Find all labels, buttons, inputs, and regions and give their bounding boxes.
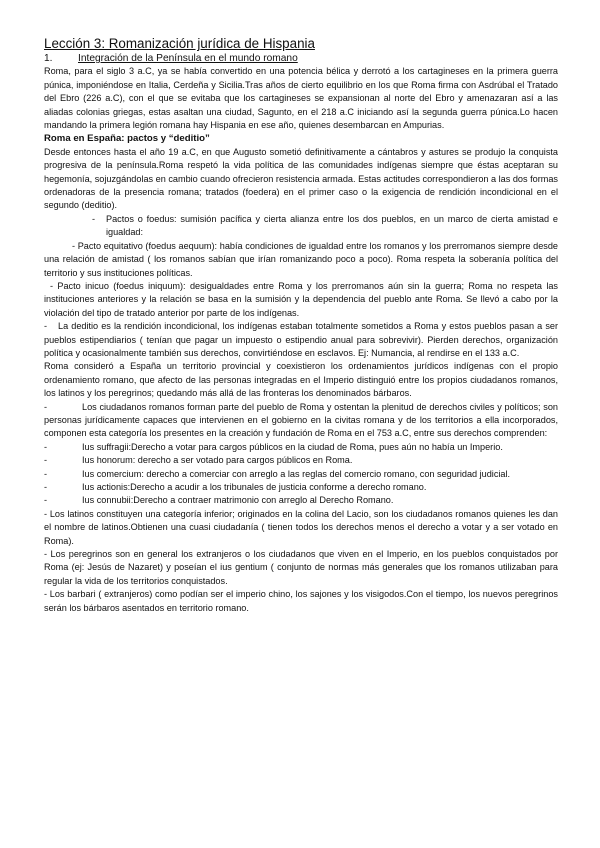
- list-item-text: Ius suffragii:Derecho a votar para cargos públicos en la ciudad de Roma, pues aún no había un Imperio.: [82, 441, 503, 452]
- page-title: Lección 3: Romanización jurídica de Hispania: [44, 36, 315, 51]
- bold-heading: Roma en España: pactos y “deditio”: [44, 133, 210, 145]
- list-item-barbari: - Los barbari ( extranjeros) como podían ser el imperio chino, los sajones y los visigodos.Con el tiempo, los nuevos peregrinos serán los bárbaros asentados en territorio romano.: [44, 589, 558, 613]
- list-item-peregrinos: - Los peregrinos son en general los extranjeros o los ciudadanos que viven en el Imperio, en los pueblos conquistados por Roma (ej: Jesús de Nazaret) y poseían el ius gentium ( conjunto de normas más generales que los romanos utilizaban para regular la vida de los territorios conquistados.: [44, 549, 558, 586]
- list-item-text: Ius actionis:Derecho a acudir a los tribunales de justicia conforme a derecho romano.: [82, 482, 427, 492]
- list-item-actionis: [44, 481, 558, 494]
- list-item-commercium: [44, 468, 558, 481]
- list-dash: -: [44, 455, 48, 466]
- list-item-suffragii: [44, 441, 558, 454]
- list-dash: -: [44, 401, 48, 412]
- list-item-text: Ius connubii:Derecho a contraer matrimonio con arreglo al Derecho Romano.: [82, 495, 394, 506]
- paragraph-conquest: Desde entonces hasta el año 19 a.C, en que Augusto sometió definitivamente a cántabros y astures se produjo la conquista progresiva de la península.Roma respetó la vida política de las comunidades indígenas siempre que éstas aceptaran su hegemonía, sojuzgándolas en cambio cuando ofrecieron resistencia armada. Estas actitudes correspondieron a las dos formas ordenadoras de la presencia romana; tratados (foedera) en el primer caso o la exigencia de rendición incondicional en el segundo (deditio).: [44, 146, 558, 211]
- section-number: 1.: [44, 53, 53, 64]
- list-item-text: Ius honorum: derecho a ser votado para cargos públicos en Roma.: [82, 455, 353, 466]
- paragraph-provincial: Roma consideró a España un territorio provincial y coexistieron los ordenamientos jurídicos indígenas con el propio ordenamiento romano, que afecto de las personas integradas en el Imperio distinguió entre los propios ciudadanos romanos, los latinos y los peregrinos; quedando más allá de las fronteras los denominados bárbaros.: [44, 361, 558, 399]
- list-item-latinos: - Los latinos constituyen una categoría inferior; originados en la colina del Lacio, son los ciudadanos romanos quienes les dan el nombre de latinos.Obtienen una cuasi ciudadanía ( tienen todos los derechos menos el derecho a votar y a ser votado en Roma).: [44, 508, 558, 546]
- list-dash: -: [44, 482, 48, 492]
- list-item-text: Los ciudadanos romanos forman parte del pueblo de Roma y ostentan la plenitud de derechos civiles y políticos; son personas jurídicamente capaces que intervienen en el gobierno en la civitas romana y de los territorios a ella incorporados, componen esta categoría los presentes en la creación y fundación de Roma en el 753 a.C, entre sus derechos comprenden:: [44, 401, 558, 439]
- document-page: [44, 36, 558, 615]
- list-dash: -: [92, 213, 96, 224]
- list-dash: -: [44, 441, 48, 452]
- list-item-honorum: [44, 454, 558, 467]
- list-item-deditio: [44, 320, 558, 360]
- list-item-iniquum: - Pacto inicuo (foedus iniquum): desigualdades entre Roma y los prerromanos aún sin la guerra; Roma no respeta las instituciones anteriores y la relación se basa en la sumisión y la dependencia del pueblo ante Roma. Se llevó a cabo por la violación del tipo de tratado anterior por parte de los indígenas.: [44, 280, 558, 318]
- list-dash: -: [44, 468, 48, 479]
- list-item-text: La deditio es la rendición incondicional, los indígenas estaban totalmente sometidos a Roma y estos pueblos pasan a ser pueblos estipendiarios ( tenían que pagar un impuesto o estipendio anual para sobrevivir). Pierden derechos, organización política y ocasionalmente también sus derechos, convirtiéndose en esclavos. Ej: Numancia, al rendirse en el 133 a.C.: [44, 321, 558, 358]
- paragraph-intro: Roma, para el siglo 3 a.C, ya se había convertido en una potencia bélica y derrotó a los cartagineses en la primera guerra púnica, imponiéndose en Italia, Cerdeña y Sicilia.Tras años de cierto equilibrio en los que Roma firma con Asdrúbal el Tratado del Ebro (226 a.C), con el que se evitaba que los cartagineses se expansionan al norte del Ebro y amenazaran así a las aliadas colonias griegas, estas asaltan una ciudad, Sagunto, en el 218 a.C iniciando así la segunda guerra púnica.Lo hacen mandando la primera legión romana hay Hispania en ese año, quienes desembarcan en Ampurias.: [44, 66, 558, 131]
- section-title: Integración de la Península en el mundo romano: [78, 53, 298, 64]
- list-dash: -: [44, 495, 48, 506]
- list-item-aequum: - Pacto equitativo (foedus aequum): había condiciones de igualdad entre los romanos y los prerromanos siempre desde una relación de amistad ( los romanos sabían que irían romanizando poco a poco). Roma respeta la soberanía política del territorio y sus instituciones políticas.: [44, 240, 558, 278]
- section-heading: [44, 52, 558, 65]
- list-item-connubii: [44, 494, 558, 507]
- list-item-foedus: [62, 213, 558, 240]
- list-item-text: Pactos o foedus: sumisión pacífica y cierta alianza entre los dos pueblos, en un marco de cierta amistad e igualdad:: [106, 213, 558, 238]
- list-dash: -: [44, 321, 48, 332]
- list-item-ciudadanos: [44, 401, 558, 441]
- list-item-text: Ius comercium: derecho a comerciar con arreglo a las reglas del comercio romano, con seguridad judicial.: [82, 468, 511, 479]
